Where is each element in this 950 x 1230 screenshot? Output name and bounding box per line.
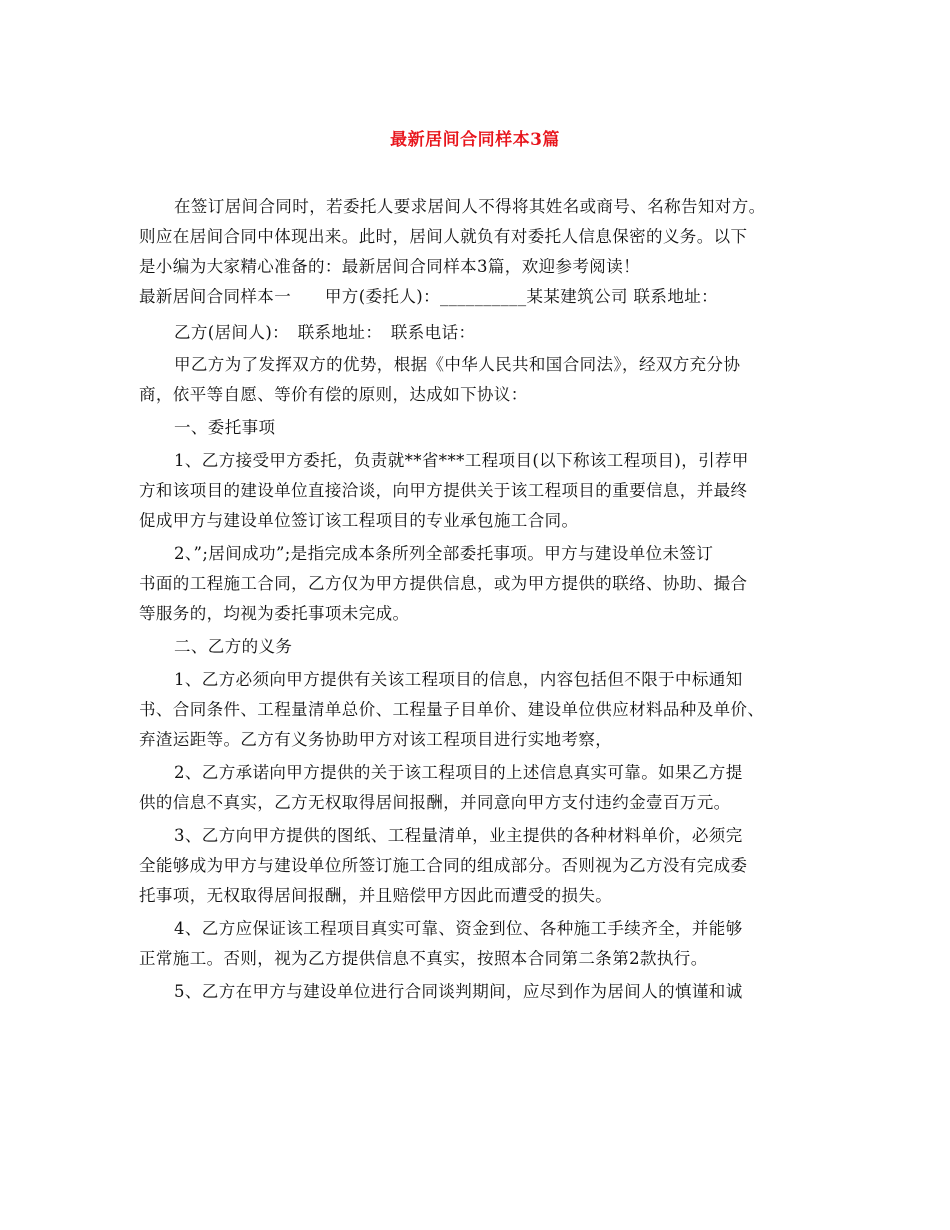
text-line: 最新居间合同样本一 甲方(委托人)：__________某某建筑公司 联系地址： [139,287,719,306]
document-body [139,192,829,1007]
text-line: 供的信息不真实，乙方无权取得居间报酬，并同意向甲方支付违约金壹百万元。 [139,793,731,812]
text-line: 5、乙方在甲方与建设单位进行合同谈判期间，应尽到作为居间人的慎谨和诚 [174,982,743,1001]
text-line: 3、乙方向甲方提供的图纸、工程量清单，业主提供的各种材料单价，必须完 [174,826,743,845]
text-line: 正常施工。否则，视为乙方提供信息不真实，按照本合同第二条第2款执行。 [139,949,708,968]
text-line: 在签订居间合同时，若委托人要求居间人不得将其姓名或商号、名称告知对方。 [174,197,766,216]
text-line: 是小编为大家精心准备的：最新居间合同样本3篇，欢迎参考阅读！ [139,257,640,276]
text-line: 等服务的，均视为委托事项未完成。 [139,604,410,623]
text-line: 全能够成为甲方与建设单位所签订施工合同的组成部分。否则视为乙方没有完成委 [139,856,748,875]
text-line: 一、委托事项 [174,418,276,437]
text-line: 则应在居间合同中体现出来。此时，居间人就负有对委托人信息保密的义务。以下 [139,227,748,246]
text-line: 促成甲方与建设单位签订该工程项目的专业承包施工合同。 [139,511,579,530]
text-line: 2、”;居间成功”;是指完成本条所列全部委托事项。甲方与建设单位未签订 [174,544,714,563]
text-line: 乙方(居间人)： 联系地址： 联系电话： [174,323,476,342]
text-line: 商，依平等自愿、等价有偿的原则，达成如下协议： [139,385,528,404]
text-line: 1、乙方接受甲方委托，负责就**省***工程项目(以下称该工程项目)，引荐甲 [174,451,749,470]
text-line: 二、乙方的义务 [174,637,293,656]
text-line: 托事项，无权取得居间报酬，并且赔偿甲方因此而遭受的损失。 [139,886,613,905]
document-title: 最新居间合同样本3篇 [390,130,560,150]
text-line: 书面的工程施工合同，乙方仅为甲方提供信息，或为甲方提供的联络、协助、撮合 [139,574,748,593]
text-line: 书、合同条件、工程量清单总价、工程量子目单价、建设单位供应材料品种及单价、 [139,700,765,719]
text-line: 弃渣运距等。乙方有义务协助甲方对该工程项目进行实地考察， [139,730,613,749]
text-line: 1、乙方必须向甲方提供有关该工程项目的信息，内容包括但不限于中标通知 [174,670,743,689]
text-line: 2、乙方承诺向甲方提供的关于该工程项目的上述信息真实可靠。如果乙方提 [174,763,743,782]
text-line: 4、乙方应保证该工程项目真实可靠、资金到位、各种施工手续齐全，并能够 [174,919,743,938]
text-line: 方和该项目的建设单位直接洽谈，向甲方提供关于该工程项目的重要信息，并最终 [139,481,748,500]
text-line: 甲乙方为了发挥双方的优势，根据《中华人民共和国合同法》，经双方充分协 [174,355,741,374]
